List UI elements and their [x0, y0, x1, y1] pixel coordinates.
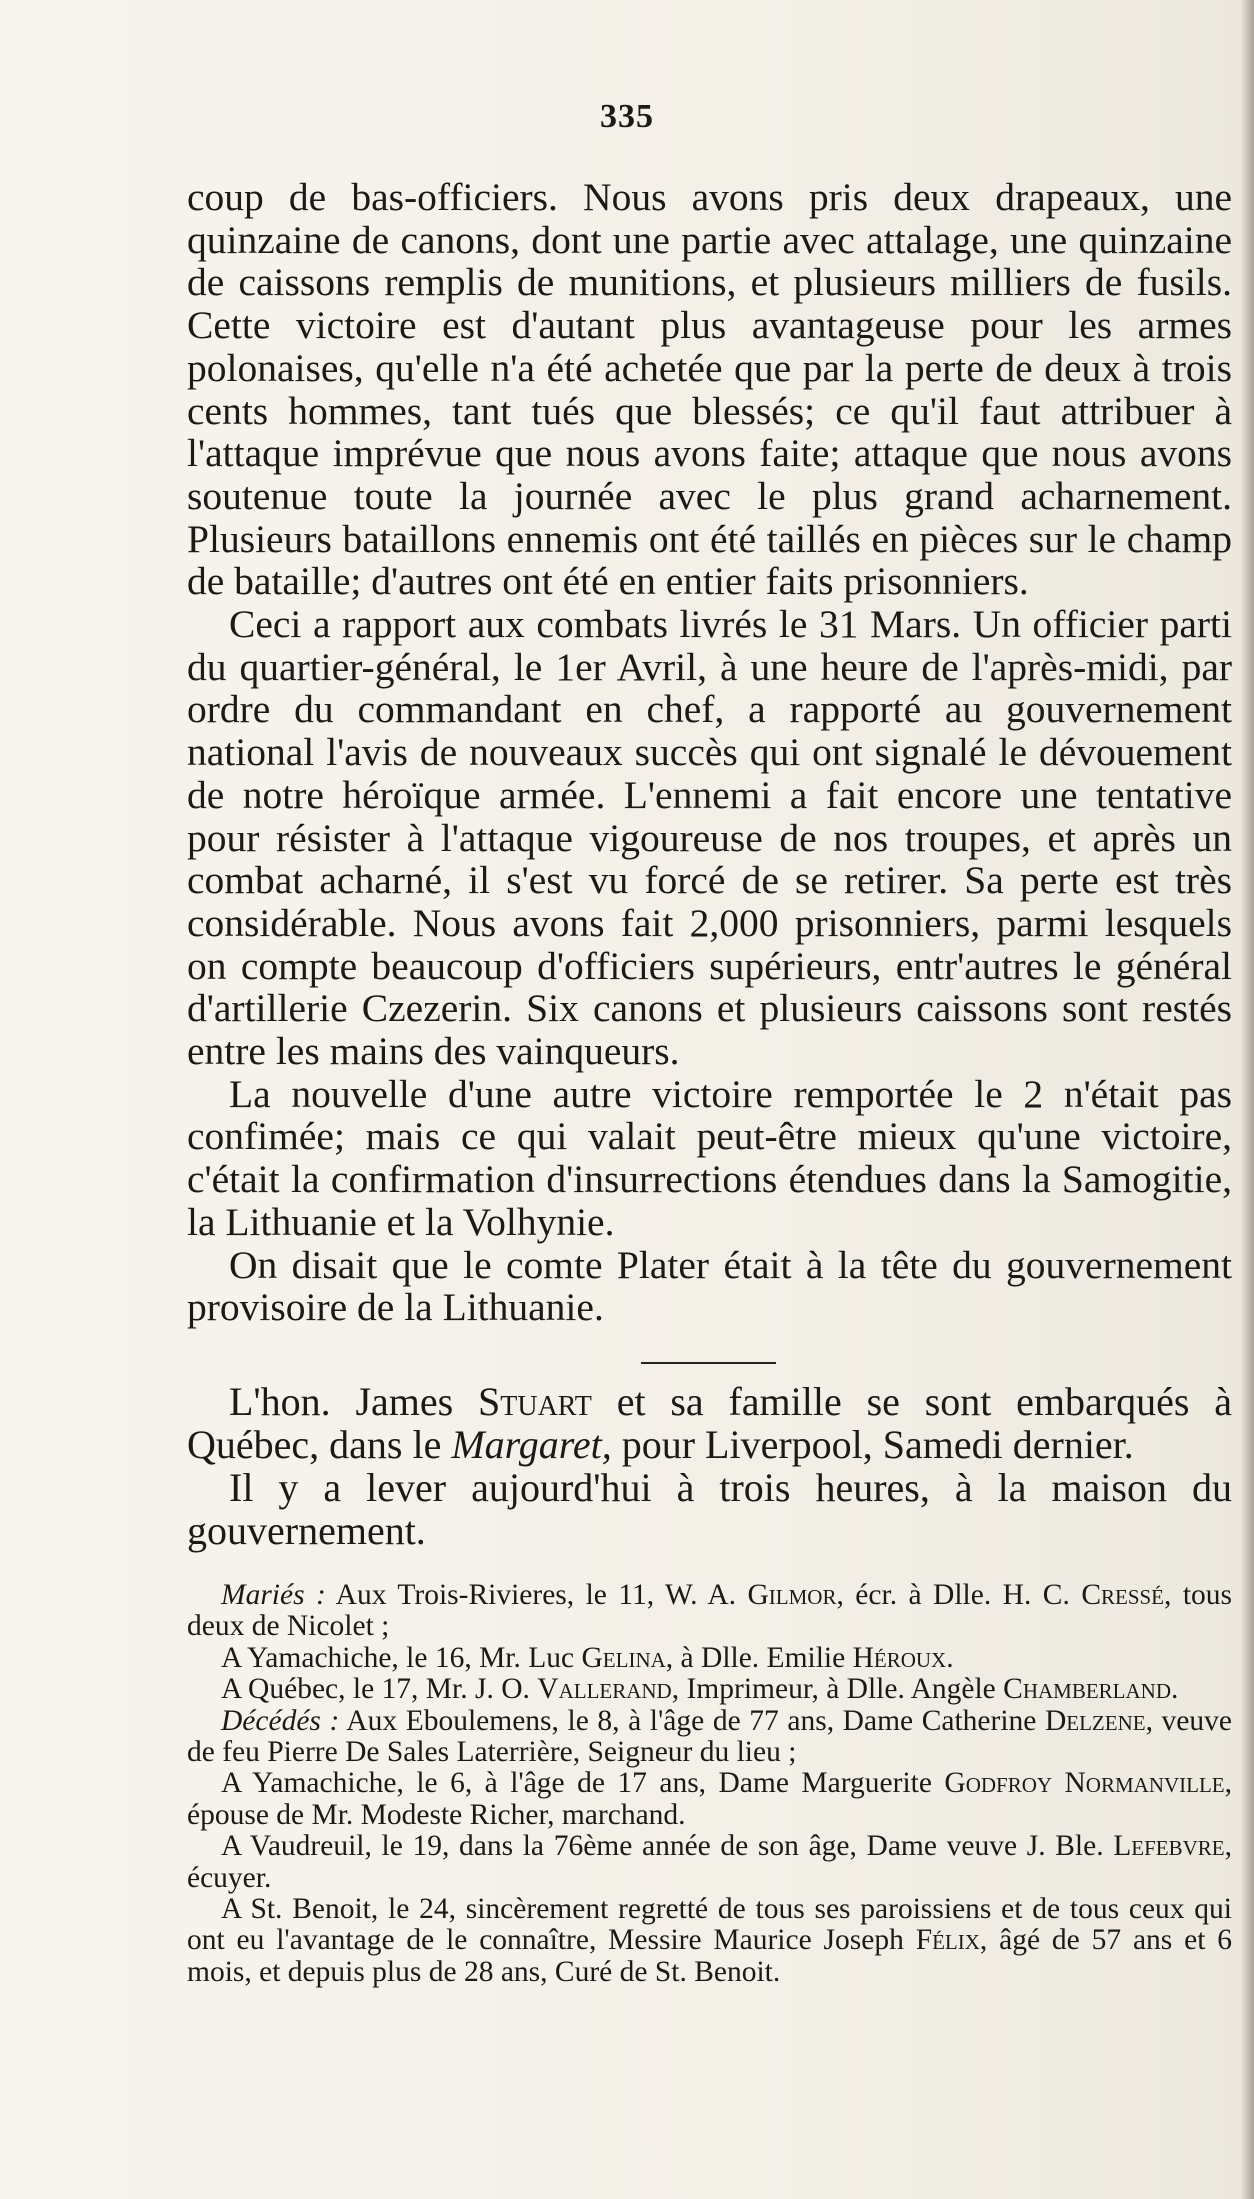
- news-text: et sa famille se sont embarqués à Québec, dans le: [187, 1379, 1232, 1467]
- page-edge-shadow: [1240, 0, 1254, 2199]
- notice-text: épouse de Mr. Modeste Richer, marchand.: [187, 1798, 686, 1831]
- article-paragraph: coup de bas-officiers. Nous avons pris deux drapeaux, une quinzaine de canons, dont une partie avec attalage, une quinzaine de caissons remplis de munitions, et plusieurs milliers de fusils. Cette victoire est d'autant plus avantageuse pour les armes polonaises, qu'elle n'a été achetée que par la perte de deux à trois cents hommes, tant tués que blessés; ce qu'il faut attribuer à l'attaque imprévue que nous avons faite; attaque que nous avons soutenue toute la journée avec le plus grand acharnement. Plusieurs bataillons ennemis ont été taillés en pièces sur le champ de bataille; d'autres ont été en entier faits prisonniers.: [187, 175, 1232, 604]
- notice-text: Aux Eboulemens, le 8, à l'âge de 77 ans, Dame Catherine: [339, 1704, 1045, 1737]
- article-paragraph: On disait que le comte Plater était à la tête du gouvernement provisoire de la Lithuanie.: [187, 1242, 1232, 1330]
- notice-text: A Yamachiche, le 6, à l'âge de 17 ans, Dame Marguerite: [221, 1767, 945, 1800]
- person-name: Delzene,: [1044, 1704, 1153, 1737]
- person-name: Chamberland.: [1003, 1673, 1179, 1706]
- notice-text: A Yamachiche, le 16, Mr. Luc: [221, 1641, 582, 1674]
- person-name: Héroux.: [852, 1641, 954, 1674]
- person-name: Vallerand,: [537, 1673, 680, 1706]
- person-name: Gelina,: [581, 1641, 674, 1674]
- section-divider: [641, 1362, 776, 1364]
- notice-text: écuyer.: [187, 1861, 272, 1894]
- news-text: L'hon. James: [229, 1379, 478, 1424]
- page-number: 335: [600, 98, 654, 135]
- notices-section: [187, 1580, 1232, 1988]
- notice-entry: [187, 1580, 1232, 1643]
- article-paragraph: Ceci a rapport aux combats livrés le 31 Mars. Un officier parti du quartier-général, le 1er Avril, à une heure de l'après-midi, par ordre du commandant en chef, a rapporté au gouvernement national l'avis de nouveaux succès qui ont signalé le dévouement de notre héroïque armée. L'ennemi a fait encore une tentative pour résister à l'attaque vigoureuse de nos troupes, et après un combat acharné, il s'est vu forcé de se retirer. Sa perte est très considérable. Nous avons fait 2,000 prisonniers, parmi lesquels on compte beaucoup d'officiers supérieurs, entr'autres le général d'artillerie Czezerin. Six canons et plusieurs caissons sont restés entre les mains des vainqueurs.: [187, 602, 1232, 1074]
- notice-text: écr. à Dlle. H. C.: [843, 1579, 1082, 1611]
- notice-text: A St. Benoit, le 24, sincèrement regretté de tous ses paroissiens et de tous ceux qui ont eu l'avantage de le connaître, Messire Maurice Joseph: [187, 1893, 1232, 1957]
- notice-text: veuve de feu Pierre De Sales Laterrière, Seigneur du lieu ;: [187, 1704, 1232, 1769]
- notice-label: Mariés :: [221, 1579, 326, 1611]
- notice-entry: [187, 1831, 1232, 1894]
- ship-name: Margaret,: [451, 1422, 612, 1467]
- notice-text: A Québec, le 17, Mr. J. O.: [221, 1673, 538, 1706]
- person-name: Stuart: [478, 1379, 592, 1424]
- notice-entry: [187, 1674, 1232, 1705]
- notice-text: à Dlle. Emilie: [673, 1641, 853, 1674]
- news-paragraph: Il y a lever aujourd'hui à trois heures, à la maison du gouvernement.: [187, 1465, 1232, 1553]
- notice-text: Aux Trois-Rivieres, le 11, W. A.: [325, 1579, 748, 1611]
- person-name: Félix,: [915, 1924, 988, 1957]
- notice-text: A Vaudreuil, le 19, dans la 76ème année de son âge, Dame veuve J. Ble.: [221, 1830, 1114, 1863]
- news-items: [187, 1380, 1232, 1552]
- person-name: Gilmor,: [747, 1579, 844, 1611]
- notice-entry: [187, 1894, 1232, 1988]
- notice-label: Décédés :: [221, 1704, 340, 1737]
- notice-text: Imprimeur, à Dlle. Angèle: [679, 1673, 1004, 1706]
- news-text: pour Liverpool, Samedi dernier.: [611, 1422, 1134, 1467]
- notice-entry: [187, 1643, 1232, 1674]
- main-article: [187, 176, 1232, 1329]
- notice-text: tous deux de Nicolet ;: [187, 1579, 1233, 1643]
- person-name: Lefebvre,: [1113, 1830, 1232, 1863]
- person-name: Godfroy Normanville,: [944, 1767, 1232, 1800]
- notice-entry: [187, 1706, 1232, 1769]
- article-paragraph: La nouvelle d'une autre victoire remportée le 2 n'était pas confimée; mais ce qui valait peut-être mieux qu'une victoire, c'était la confirmation d'insurrections étendues dans la Samogitie, la Lithuanie et la Volhynie.: [187, 1071, 1232, 1244]
- notice-text: âgé de 57 ans et 6 mois, et depuis plus de 28 ans, Curé de St. Benoit.: [187, 1924, 1232, 1988]
- news-paragraph: [187, 1380, 1232, 1466]
- notice-entry: [187, 1768, 1232, 1831]
- person-name: Cressé,: [1081, 1579, 1172, 1611]
